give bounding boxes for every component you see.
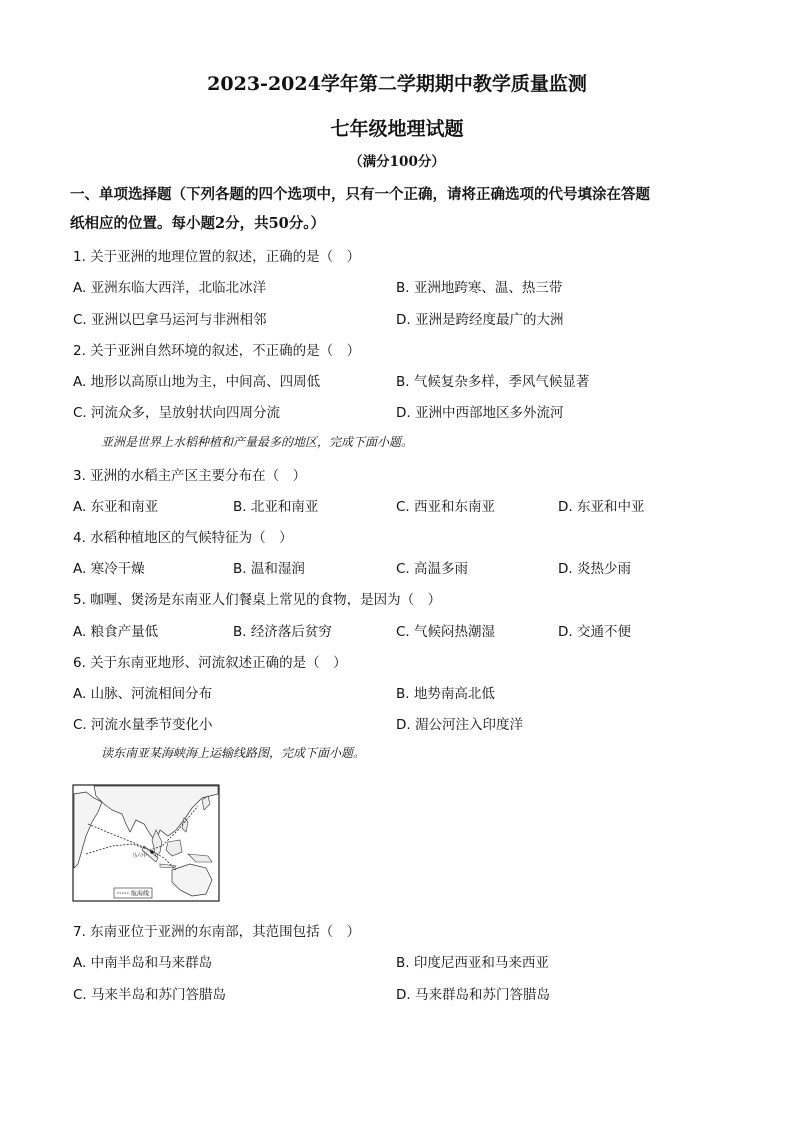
q5-option-b: B. 经济落后贫穷 bbox=[233, 624, 332, 640]
question-5-stem: 5. 咖喱、煲汤是东南亚人们餐桌上常见的食物，是因为（ ） bbox=[73, 592, 442, 608]
q1-option-b: B. 亚洲地跨寒、温、热三带 bbox=[396, 280, 563, 296]
score-note: （满分100分） bbox=[349, 154, 445, 170]
exam-subtitle: 七年级地理试题 bbox=[330, 118, 464, 140]
q3-option-a: A. 东亚和南亚 bbox=[73, 499, 159, 515]
material-rice: 亚洲是世界上水稻种植和产量最多的地区，完成下面小题。 bbox=[101, 435, 414, 449]
question-2-stem: 2. 关于亚洲自然环境的叙述，不正确的是（ ） bbox=[73, 343, 361, 359]
q4-option-c: C. 高温多雨 bbox=[396, 561, 469, 577]
q7-option-d: D. 马来群岛和苏门答腊岛 bbox=[396, 987, 550, 1003]
q5-option-a: A. 粮食产量低 bbox=[73, 624, 159, 640]
question-7-stem: 7. 东南亚位于亚洲的东南部，其范围包括（ ） bbox=[73, 924, 361, 940]
q7-option-a: A. 中南半岛和马来群岛 bbox=[73, 955, 213, 971]
q1-option-d: D. 亚洲是跨经度最广的大洲 bbox=[396, 312, 564, 328]
strait-shipping-map bbox=[72, 784, 220, 902]
q5-option-d: D. 交通不便 bbox=[558, 624, 631, 640]
q2-option-b: B. 气候复杂多样，季风气候显著 bbox=[396, 374, 590, 390]
q4-option-b: B. 温和湿润 bbox=[233, 561, 305, 577]
q7-option-b: B. 印度尼西亚和马来西亚 bbox=[396, 955, 549, 971]
q7-option-c: C. 马来半岛和苏门答腊岛 bbox=[73, 987, 227, 1003]
q4-option-d: D. 炎热少雨 bbox=[558, 561, 631, 577]
question-1-stem: 1. 关于亚洲的地理位置的叙述，正确的是（ ） bbox=[73, 249, 361, 265]
q4-option-a: A. 寒冷干燥 bbox=[73, 561, 145, 577]
q1-option-c: C. 亚洲以巴拿马运河与非洲相邻 bbox=[73, 312, 267, 328]
strait-label: 马六甲 bbox=[132, 853, 148, 859]
q3-option-d: D. 东亚和中亚 bbox=[558, 499, 645, 515]
section-heading-line2: 纸相应的位置。每小题2分，共50分。） bbox=[70, 215, 326, 232]
q6-option-d: D. 湄公河注入印度洋 bbox=[396, 717, 523, 733]
q3-option-c: C. 西亚和东南亚 bbox=[396, 499, 496, 515]
q6-option-a: A. 山脉、河流相间分布 bbox=[73, 686, 213, 702]
map-legend-label: 航海线 bbox=[131, 890, 150, 898]
question-3-stem: 3. 亚洲的水稻主产区主要分布在（ ） bbox=[73, 468, 307, 484]
q3-option-b: B. 北亚和南亚 bbox=[233, 499, 319, 515]
section-heading-line1: 一、单项选择题（下列各题的四个选项中，只有一个正确，请将正确选项的代号填涂在答题 bbox=[70, 186, 650, 203]
material-map: 读东南亚某海峡海上运输线路图，完成下面小题。 bbox=[101, 746, 366, 760]
q6-option-b: B. 地势南高北低 bbox=[396, 686, 495, 702]
q2-option-d: D. 亚洲中西部地区多外流河 bbox=[396, 405, 564, 421]
q6-option-c: C. 河流水量季节变化小 bbox=[73, 717, 213, 733]
question-6-stem: 6. 关于东南亚地形、河流叙述正确的是（ ） bbox=[73, 655, 347, 671]
exam-title: 2023-2024学年第二学期期中教学质量监测 bbox=[207, 73, 587, 95]
q1-option-a: A. 亚洲东临大西洋，北临北冰洋 bbox=[73, 280, 267, 296]
q2-option-a: A. 地形以高原山地为主，中间高、四周低 bbox=[73, 374, 321, 390]
q5-option-c: C. 气候闷热潮湿 bbox=[396, 624, 496, 640]
q2-option-c: C. 河流众多，呈放射状向四周分流 bbox=[73, 405, 281, 421]
question-4-stem: 4. 水稻种植地区的气候特征为（ ） bbox=[73, 530, 293, 546]
